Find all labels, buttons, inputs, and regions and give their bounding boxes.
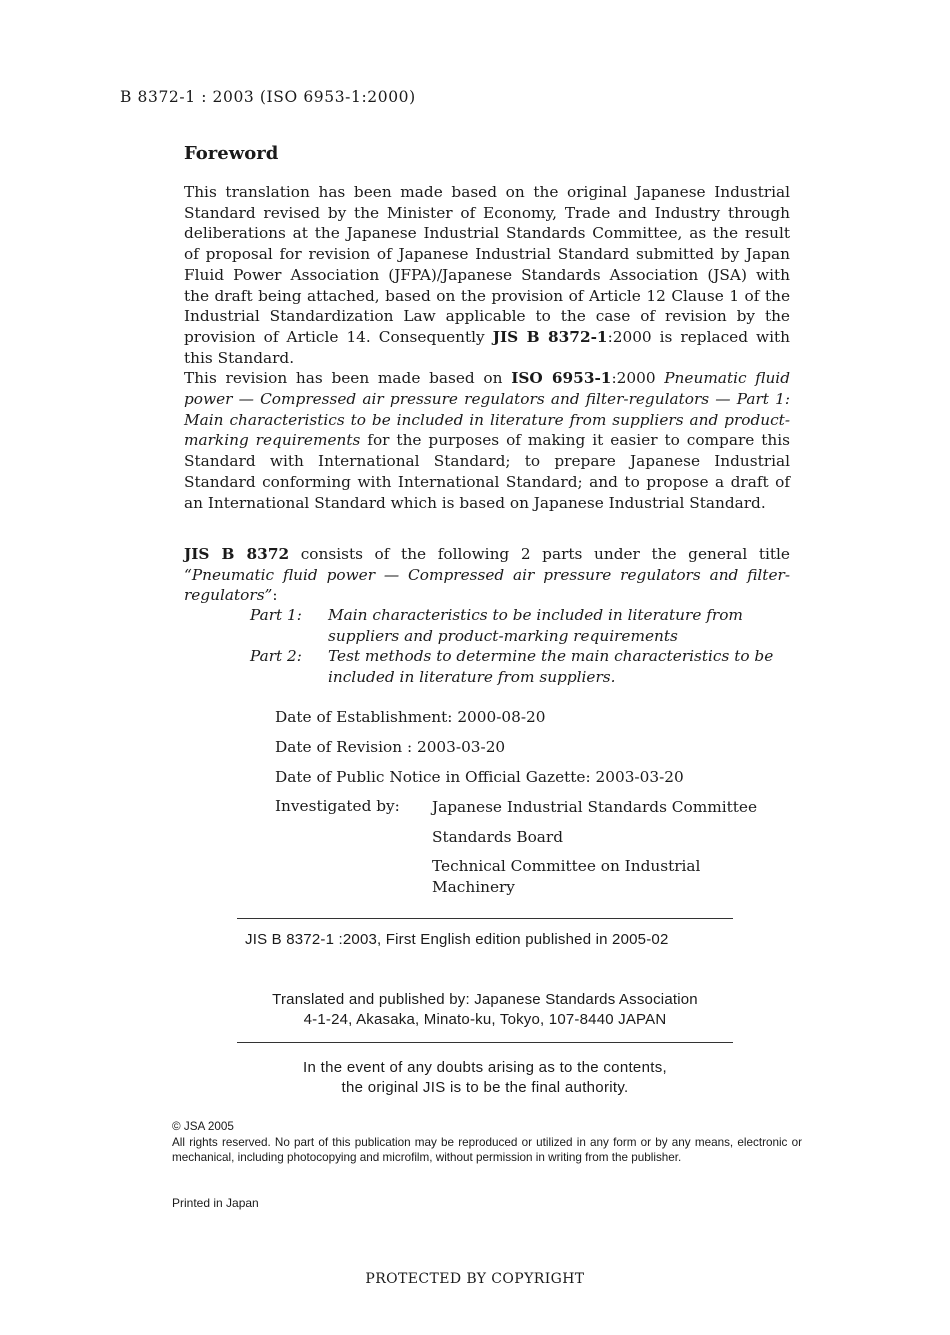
copyright-footer: PROTECTED BY COPYRIGHT [365, 1271, 585, 1287]
dates-block [275, 708, 762, 906]
publisher-address: 4-1-24, Akasaka, Minato-ku, Tokyo, 107-8440 JAPAN [303, 1011, 667, 1028]
investigated-by [275, 797, 762, 906]
edition-info: JIS B 8372-1 :2003, First English edition published in 2005-02 [245, 931, 669, 948]
paragraph-text: :2000 is replaced with this Standard. [184, 327, 790, 367]
part-title: Test methods to determine the main characteristics to be included in literature from suppliers. [328, 647, 774, 686]
publisher-info [237, 990, 733, 1030]
part-title: Main characteristics to be included in literature from suppliers and product-marking requirements [328, 606, 743, 645]
committee-name: Japanese Industrial Standards Committee [432, 798, 757, 817]
divider [237, 1042, 733, 1043]
date-of-public-notice: Date of Public Notice in Official Gazette: 2003-03-20 [275, 767, 684, 786]
copyright-notice [172, 1119, 802, 1166]
copyright-mark: © JSA 2005 [172, 1120, 234, 1133]
document-header: B 8372-1 : 2003 (ISO 6953-1:2000) [120, 88, 416, 106]
board-name: Standards Board [432, 827, 564, 846]
authority-line: the original JIS is to be the final authority. [341, 1079, 629, 1096]
standard-reference: ISO 6953-1 [511, 369, 612, 388]
part-label: Part 2: [250, 647, 302, 665]
paragraph-text: for the purposes of making it easier to compare this Standard with International Standard; to prepare Japanese Industrial Standard conforming with International Standard; and to propose a draft of an International Standard which is based on Japanese Industrial Standard. [184, 431, 790, 512]
standard-reference: JIS B 8372 [184, 545, 290, 563]
list-item [250, 646, 790, 687]
foreword-paragraph-1 [184, 182, 790, 513]
foreword-heading: Foreword [184, 143, 279, 164]
general-title: “Pneumatic fluid power — Compressed air pressure regulators and filter-regulators” [184, 565, 790, 605]
investigated-label: Investigated by: [275, 797, 400, 816]
divider [237, 918, 733, 919]
authority-line: In the event of any doubts arising as to the contents, [303, 1059, 667, 1076]
paragraph-text: : [272, 586, 278, 605]
technical-committee-name: Technical Committee on Industrial Machinery [432, 857, 701, 896]
copyright-text: All rights reserved. No part of this publication may be reproduced or utilized in any form or by any means, electronic or mechanical, including photocopying and microfilm, without permission in writing from the publisher. [172, 1135, 802, 1165]
investigated-values [432, 797, 762, 906]
paragraph-text: This translation has been made based on the original Japanese Industrial Standard revised by the Minister of Economy, Trade and Industry through deliberations at the Japanese Industrial Standards Committee, as the result of proposal for revision of Japanese Industrial Standard submitted by Japan Fluid Power Association (JFPA)/Japanese Standards Association (JSA) with the draft being attached, based on the provision of Article 12 Clause 1 of the Industrial Standardization Law applicable to the case of revision by the provision of Article 14. Consequently [184, 183, 790, 346]
list-item [250, 605, 790, 646]
paragraph-text: This revision has been made based on [184, 369, 512, 388]
part-label: Part 1: [250, 606, 302, 624]
publisher-line: Translated and published by: Japanese Standards Association [272, 991, 698, 1008]
parts-list [250, 605, 790, 687]
date-of-revision: Date of Revision : 2003-03-20 [275, 737, 506, 756]
paragraph-text: :2000 [611, 369, 665, 388]
standard-reference: JIS B 8372-1 [492, 327, 608, 346]
date-of-establishment: Date of Establishment: 2000-08-20 [275, 708, 546, 726]
foreword-paragraph-2 [184, 544, 790, 606]
paragraph-text: consists of the following 2 parts under the general title [289, 545, 790, 563]
printed-in: Printed in Japan [172, 1196, 259, 1210]
standard-title: Pneumatic fluid power — Compressed air pressure regulators and filter-regulators — Part 1: Main characteristics to be included in literature from suppliers and product-marking requirements [184, 369, 790, 450]
authority-note [237, 1058, 733, 1098]
